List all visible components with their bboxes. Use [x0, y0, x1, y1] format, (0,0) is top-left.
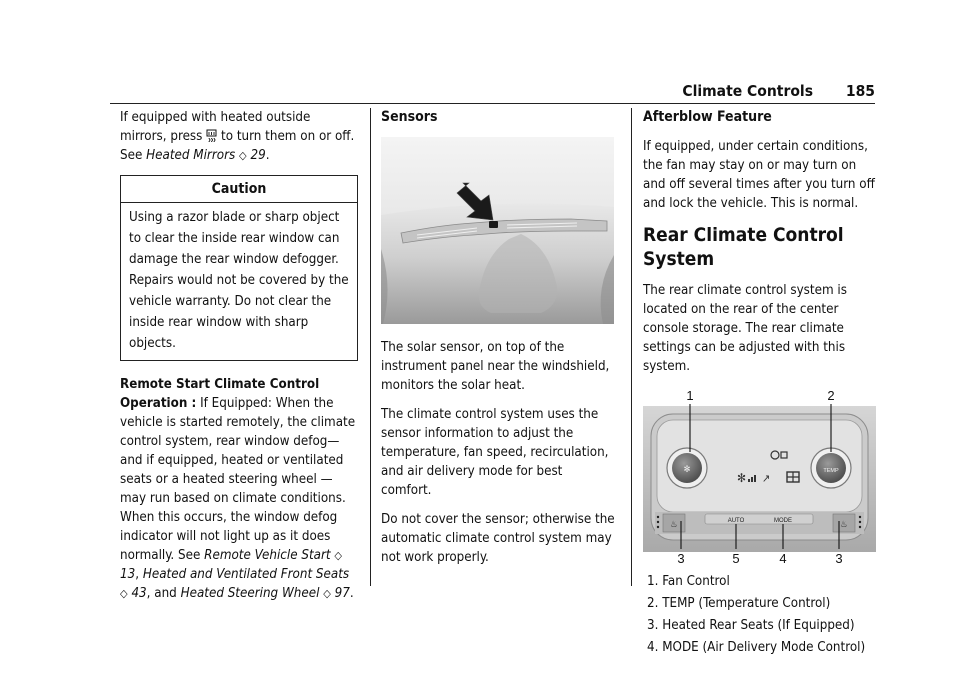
callout-3-left: 3	[677, 551, 685, 566]
svg-text:↗: ↗	[762, 472, 771, 485]
caution-title: Caution	[121, 176, 357, 203]
page-ref-icon: ◇	[323, 587, 331, 600]
remote-start-paragraph: Remote Start Climate Control Operation : If Equipped: When the vehicle is started remotely, the climate control system, rear window defog— and if equipped, heated or ventilated seats or a heated steering wheel — may run based on climate conditions. When this occurs, the window defog indicator will not light up as it does normally. See Remote Vehicle Start ◇ 13, Heated and Ventilated Front Seats ◇ 43, and Heated Steering Wheel ◇ 97.	[120, 377, 356, 601]
svg-text:♨: ♨	[840, 520, 848, 530]
legend-item: 1. Fan Control	[647, 574, 730, 589]
header-section-title: Climate Controls	[682, 82, 813, 100]
panel-mode-label: MODE	[774, 518, 792, 524]
heated-mirrors-paragraph: If equipped with heated outside mirrors, press to turn them on or off. See Heated Mirrors ◇ 29.	[120, 110, 355, 163]
rear-climate-panel-diagram	[643, 386, 876, 566]
callout-2: 2	[827, 388, 835, 403]
sensors-heading: Sensors	[381, 109, 438, 125]
ref-heated-ventilated-seats[interactable]: Heated and Ventilated Front Seats	[142, 567, 350, 582]
section-title: Rear Climate Control System	[643, 224, 844, 270]
remote-start-label: Remote Start Climate Control Operation :	[120, 377, 320, 411]
sensors-paragraph-1: The solar sensor, on top of the instrument panel near the windshield, monitors the solar heat.	[381, 340, 610, 393]
column-1	[120, 108, 358, 613]
caution-box	[120, 175, 358, 361]
ref-remote-vehicle-start[interactable]: Remote Vehicle Start	[204, 548, 331, 563]
column-divider	[370, 108, 371, 586]
callout-1: 1	[686, 388, 694, 403]
afterblow-heading: Afterblow Feature	[643, 109, 772, 125]
ref-page-43[interactable]: 43	[131, 586, 147, 601]
legend-item: 4. MODE (Air Delivery Mode Control)	[647, 640, 866, 655]
svg-text:♨: ♨	[670, 520, 678, 530]
callout-4: 4	[779, 551, 787, 566]
legend-item: 3. Heated Rear Seats (If Equipped)	[647, 618, 855, 633]
svg-text:✻: ✻	[683, 465, 691, 475]
page-ref-icon: ◇	[334, 549, 343, 562]
callout-5: 5	[732, 551, 740, 566]
ref-page-29[interactable]: 29	[250, 148, 266, 163]
panel-temp-label: TEMP	[823, 468, 839, 474]
panel-auto-label: AUTO	[727, 518, 745, 524]
ref-heated-steering-wheel[interactable]: Heated Steering Wheel	[180, 586, 320, 601]
ref-page-13[interactable]: 13	[120, 567, 136, 582]
ref-page-97[interactable]: 97	[334, 586, 350, 601]
ref-heated-mirrors[interactable]: Heated Mirrors	[146, 148, 236, 163]
page-ref-icon: ◇	[239, 149, 247, 162]
page-header	[110, 78, 875, 104]
rear-climate-intro: The rear climate control system is located on the rear of the center console storage. The rear climate settings can be adjusted with this system.	[643, 283, 847, 374]
sensors-paragraph-3: Do not cover the sensor; otherwise the automatic climate control system may not work properly.	[381, 512, 615, 565]
column-3	[643, 108, 876, 660]
svg-text:✻: ✻	[737, 471, 747, 485]
mirror-defog-icon	[206, 129, 217, 143]
column-divider	[631, 108, 632, 586]
column-2	[381, 108, 615, 577]
legend-item: 2. TEMP (Temperature Control)	[647, 596, 831, 611]
header-page-number: 185	[845, 82, 875, 100]
solar-sensor-illustration	[381, 137, 614, 324]
caution-text: Using a razor blade or sharp object to clear the inside rear window can damage the rear window defogger. Repairs would not be covered by the vehicle warranty. Do not clear the inside rear window with sharp objects.	[129, 210, 349, 351]
page-ref-icon: ◇	[120, 587, 128, 600]
afterblow-paragraph: If equipped, under certain conditions, the fan may stay on or may turn on and off several times after you turn off and lock the vehicle. This is normal.	[643, 139, 875, 211]
callout-3-right: 3	[835, 551, 843, 566]
callout-legend	[643, 572, 876, 658]
sensors-paragraph-2: The climate control system uses the sensor information to adjust the temperature, fan speed, recirculation, and air delivery mode for best comfort.	[381, 407, 609, 498]
